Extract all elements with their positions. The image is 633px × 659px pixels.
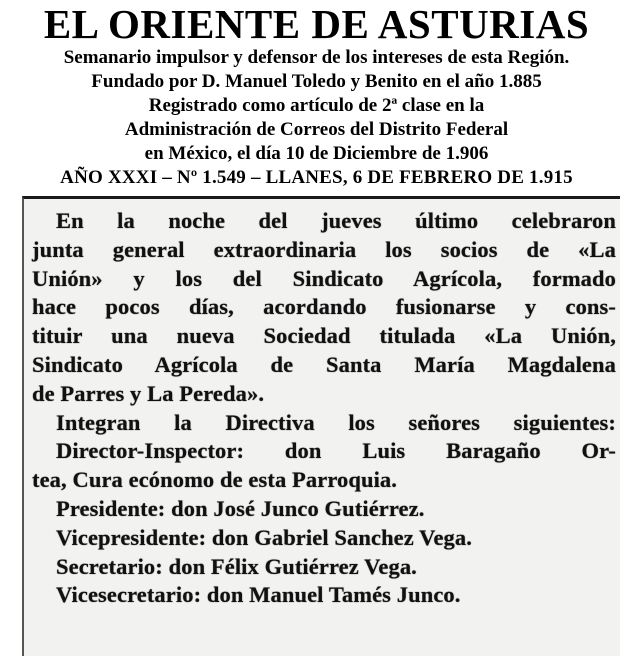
article-line: En la noche del jueves último celebraron xyxy=(56,208,616,233)
header-date-registration-line: en México, el día 10 de Diciembre de 1.906 xyxy=(144,143,489,164)
newspaper-header xyxy=(0,0,633,190)
article-clipping xyxy=(22,196,620,656)
article-line: Vicepresidente: don Gabriel Sanchez Vega. xyxy=(56,524,472,550)
article-body xyxy=(24,199,620,610)
header-tagline: Semanario impulsor y defensor de los intereses de esta Región. xyxy=(63,47,570,68)
article-line: Secretario: don Félix Gutiérrez Vega. xyxy=(56,553,417,579)
header-registration-line: Registrado como artículo de 2ª clase en la xyxy=(148,95,485,116)
article-line: tea, Cura ecónomo de esta Parroquia. xyxy=(32,467,398,493)
article-line: Presidente: don José Junco Gutiérrez. xyxy=(56,495,425,521)
article-line: Unión» y los del Sindicato Agrícola, formado xyxy=(32,265,616,291)
article-line: Sindicato Agrícola de Santa María Magdalena xyxy=(32,351,616,377)
article-line: junta general extraordinaria los socios de «La xyxy=(32,236,616,262)
article-line: de Parres y La Pereda». xyxy=(32,380,265,406)
article-line: hace pocos días, acordando fusionarse y cons- xyxy=(32,294,616,320)
article-line: tituir una nueva Sociedad titulada «La Unión, xyxy=(32,323,616,349)
article-line: Integran la Directiva los señores siguientes: xyxy=(56,409,616,435)
article-line: Vicesecretario: don Manuel Tamés Junco. xyxy=(56,582,461,608)
header-founding-line: Fundado por D. Manuel Toledo y Benito en el año 1.885 xyxy=(91,71,542,92)
masthead-title: EL ORIENTE DE ASTURIAS xyxy=(43,1,590,47)
article-line: Director-Inspector: don Luis Baragaño Or- xyxy=(56,438,616,464)
issue-info-line: AÑO XXXI – Nº 1.549 – LLANES, 6 DE FEBRERO DE 1.915 xyxy=(60,167,573,188)
header-administration-line: Administración de Correos del Distrito Federal xyxy=(124,119,509,140)
